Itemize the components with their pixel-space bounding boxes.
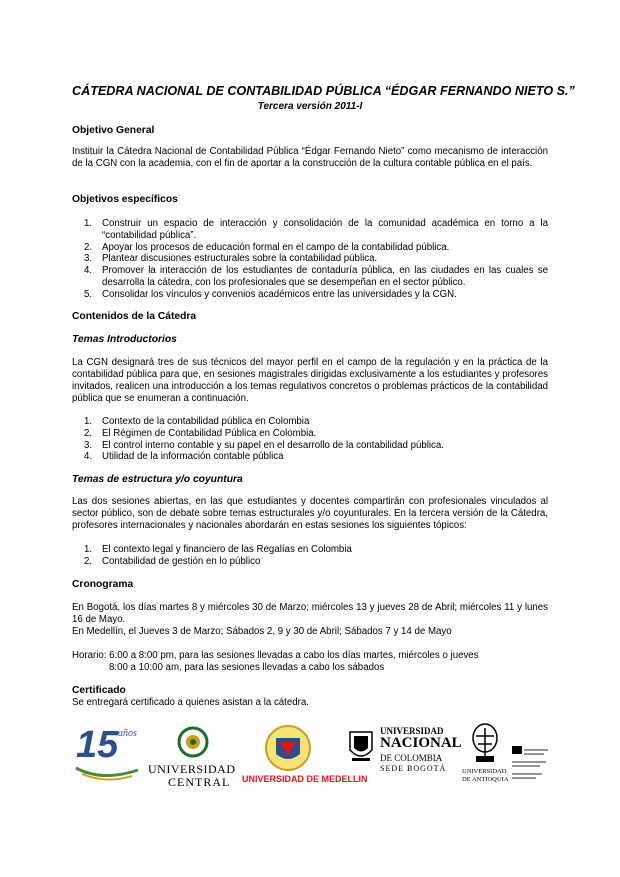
temas-introductorios-heading: Temas Introductorios [72,334,177,345]
cronograma-medellin: En Medellín, el Jueves 3 de Marzo; Sábados 2, 9 y 30 de Abril; Sábados 7 y 14 de Mayo [72,626,452,637]
medellin-shield-icon [242,724,334,772]
nacional-line4: SEDE BOGOTÁ [380,764,447,773]
list-item: 2. Apoyar los procesos de educación formal en el campo de la contabilidad pública. [84,241,450,253]
horario-line-2: 8:00 a 10:00 am, para las sesiones llevadas a cabo los sábados [109,662,385,673]
anniversary-word: años [118,728,137,739]
contenidos-heading: Contenidos de la Cátedra [72,311,197,322]
list-item: 4. Promover la interacción de los estudiantes de contaduría pública, en las ciudades en las cuales se desarrolla la cátedra, con los profesionales que se desempeñan en el sector público. [84,265,548,288]
list-item: 2. El Régimen de Contabilidad Pública en Colombia. [84,427,317,439]
temas-introductorios-text: La CGN designará tres de sus técnicos del mayor perfil en el campo de la regulación y en la práctica de la contabilidad pública para que, en sesiones magistrales dirigidas exclusivamente a los estudiantes y profesores invitados, realicen una introducción a los temas regulativos concretos o problemas prácticos de la contabilidad pública que se enumeran a continuación. [72,357,548,404]
nacional-line1: UNIVERSIDAD [380,726,444,736]
antioquia-line2: DE ANTIOQUIA [462,776,509,783]
universidad-antioquia-logo [462,722,508,790]
antioquia-line1: UNIVERSIDAD [462,768,507,775]
document-title: CÁTEDRA NACIONAL DE CONTABILIDAD PÚBLICA “ÉDGAR FERNANDO NIETO S.” [72,84,575,98]
logo-strip [70,722,550,794]
cronograma-bogota: En Bogotá, los días martes 8 y miércoles 30 de Marzo; miércoles 13 y jueves 28 de Abril; miércoles 11 y lunes 16 de Mayo. [72,602,548,625]
document-subtitle: Tercera versión 2011-I [257,101,363,112]
anniversary-logo [72,724,142,786]
nacional-crest-icon [346,728,376,768]
objetivos-especificos-list [72,218,548,301]
contaduria-emblem-icon [510,740,550,780]
list-item: 3. El control interno contable y su papel en el desarrollo de la contabilidad pública. [84,439,444,451]
nacional-line3: DE COLOMBIA [380,753,443,763]
list-item: 4. Utilidad de la información contable pública [84,451,284,463]
temas-introductorios-list [72,416,548,463]
objetivo-general-heading: Objetivo General [72,125,155,136]
cronograma-heading: Cronograma [72,579,134,590]
temas-estructura-text: Las dos sesiones abiertas, en las que estudiantes y docentes compartirán con profesionales vinculados al sector público, son de debate sobre temas estructurales y/o coyunturales. En la tercera versión de la Cátedra, profesores internacionales y nacionales abordarán en estas sesiones los siguientes tópicos: [72,496,548,531]
objetivos-especificos-heading: Objetivos específicos [72,194,178,205]
medellin-name: UNIVERSIDAD DE MEDELLIN [242,774,368,784]
temas-estructura-heading: Temas de estructura y/o coyuntura [72,474,243,485]
temas-estructura-list [72,544,548,568]
certificado-heading: Certificado [72,685,126,696]
anniversary-number: 15 [76,724,119,766]
universidad-central-logo [148,726,238,788]
horario-line-1: Horario: 6:00 a 8:00 pm, para las sesiones llevadas a cabo los días martes, miércoles o jueves [72,650,479,661]
certificado-text: Se entregará certificado a quienes asistan a la cátedra. [72,697,309,708]
central-emblem-icon [148,726,238,762]
central-line1: UNIVERSIDAD [148,762,236,776]
list-item: 2. Contabilidad de gestión en lo público [84,555,261,567]
contaduria-logo [510,740,550,780]
universidad-nacional-logo [346,726,462,788]
objetivo-general-text: Instituir la Cátedra Nacional de Contabilidad Pública “Édgar Fernando Nieto” como mecanismo de interacción de la CGN con la academia, con el fin de aportar a la construcción de la cultura contable pública en el país. [72,146,548,169]
antioquia-tree-icon [462,722,508,766]
list-item: 3. Plantear discusiones estructurales sobre la contabilidad pública. [84,253,378,265]
list-item: 5. Consolidar los vínculos y convenios académicos entre las universidades y la CGN. [84,288,457,300]
central-line2: CENTRAL [168,775,231,789]
list-item: 1. El contexto legal y financiero de las Regalías en Colombia [84,544,352,555]
list-item: 1. Construir un espacio de interacción y consolidación de la comunidad académica en torno a la “contabilidad pública”. [84,218,548,241]
nacional-line2: NACIONAL [380,735,462,751]
list-item: 1. Contexto de la contabilidad pública en Colombia [84,416,310,427]
universidad-medellin-logo [242,724,368,788]
